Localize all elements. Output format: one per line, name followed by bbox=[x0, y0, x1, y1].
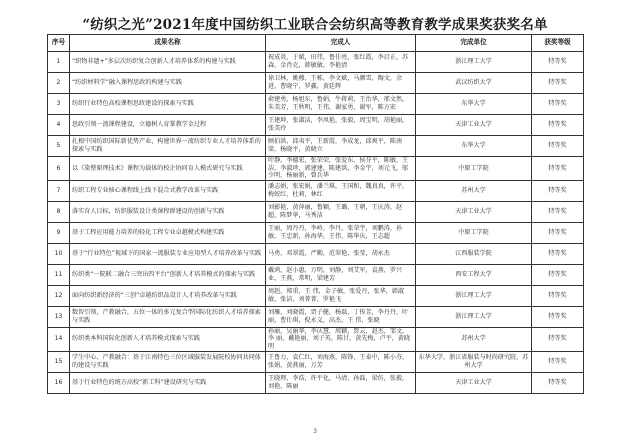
table-row bbox=[48, 94, 584, 115]
table-row bbox=[48, 136, 584, 157]
table-row bbox=[48, 157, 584, 181]
cell-no: 15 bbox=[48, 351, 70, 372]
cell-unit: 东华大学，浙江省服装与时尚研究院，苏州大学 bbox=[416, 351, 532, 372]
cell-people: 俞建勇，杨旭东，鲁娟，牛蒋莉，王治华，邢文然，朱美芳，王秋明，王伟，谢家勇，谢军，陈方宏 bbox=[266, 94, 416, 115]
cell-no: 2 bbox=[48, 73, 70, 94]
table-row bbox=[48, 73, 584, 94]
cell-no: 8 bbox=[48, 201, 70, 222]
cell-no: 5 bbox=[48, 136, 70, 157]
cell-title: 基于行业特色的统方高校“新工科”建设研究与实践 bbox=[70, 372, 266, 393]
cell-no: 13 bbox=[48, 306, 70, 327]
cell-people: 祝成炎，于斌，田伟，鲁佳亮，张红霞，李启正，苏森，金肖克，韩敏敏，李艳清 bbox=[266, 52, 416, 73]
table-row bbox=[48, 115, 584, 136]
cell-title: 纺织类“一院联二融合三突出四平台”创新人才培养模式的探索与实践 bbox=[70, 264, 266, 285]
cell-people: 刘影艳，黄萍丽，鲁颖，王璐，王朝，王庆涛，赵超，陈梦华，马秀洁 bbox=[266, 201, 416, 222]
cell-title: 扎根中国纺织国际新优势产业，构建世界一流纺织专业人才培养体系的探索与实践 bbox=[70, 136, 266, 157]
cell-title: 落实育人目标，纺织服装设计类课程群建设的创新与实践 bbox=[70, 201, 266, 222]
header-unit: 完成单位 bbox=[416, 35, 532, 52]
cell-people: 王鲁力，袁仁红，刘海燕，陈锋，王泰中，陈小芬，张娟，黄燕丽，万芳 bbox=[266, 351, 416, 372]
page-number: 3 bbox=[313, 428, 317, 435]
cell-no: 11 bbox=[48, 264, 70, 285]
cell-unit: 江西服装学院 bbox=[416, 243, 532, 264]
header-title: 成果名称 bbox=[70, 35, 266, 52]
cell-title: 基于“行业特色”视域下的国家一流服装专业应用型人才培养改革与实践 bbox=[70, 243, 266, 264]
cell-level: 特等奖 bbox=[532, 243, 584, 264]
cell-title: 基于工程应用能力培养的轻化工程专业卓越模式构建实践 bbox=[70, 222, 266, 243]
table-row bbox=[48, 327, 584, 351]
cell-people: 顾伯洪，邱夷平，王新霞，李成龙，邱爽平，陈南梁，杨晓平，黄晓立 bbox=[266, 136, 416, 157]
cell-level: 特等奖 bbox=[532, 136, 584, 157]
cell-no: 4 bbox=[48, 115, 70, 136]
cell-level: 特等奖 bbox=[532, 222, 584, 243]
cell-people: 马勇，邓翠霞，严勤，范翠艳，张莹，胡永杰 bbox=[266, 243, 416, 264]
header-level: 获奖等级 bbox=[532, 35, 584, 52]
cell-unit: 武汉纺织大学 bbox=[416, 73, 532, 94]
cell-unit: 中原工学院 bbox=[416, 157, 532, 181]
cell-level: 特等奖 bbox=[532, 180, 584, 201]
cell-level: 特等奖 bbox=[532, 372, 584, 393]
cell-level: 特等奖 bbox=[532, 115, 584, 136]
table-row bbox=[48, 201, 584, 222]
cell-title: 纺织类本科国际化创新人才培养模式探索与实践 bbox=[70, 327, 266, 351]
cell-unit: 苏州大学 bbox=[416, 327, 532, 351]
cell-people: 徐卫林，姚穆，王栋，李文斌，马颜雪，陶文，余进，曹晓宁，罗鑫，黄廷辉 bbox=[266, 73, 416, 94]
cell-unit: 西安工程大学 bbox=[416, 264, 532, 285]
cell-unit: 苏州大学 bbox=[416, 180, 532, 201]
cell-title: 面向纺织新经济的“三创”卓越纺织品设计人才培养改革与实践 bbox=[70, 285, 266, 306]
page-title: “纺织之光”2021年度中国纺织工业联合会纺织高等教育教学成果奖获奖名单 bbox=[82, 17, 548, 33]
cell-title: 以《染整原理技术》课程为载体的校企协同育人模式研究与实践 bbox=[70, 157, 266, 181]
table-body bbox=[48, 52, 584, 394]
table-header-row bbox=[48, 35, 584, 52]
cell-level: 特等奖 bbox=[532, 351, 584, 372]
cell-title: 纺织行业特色高校课程思政建设的探索与实践 bbox=[70, 94, 266, 115]
cell-people: 王建坤，张淑洁，李凤艳，张毅，周宝明，胡艳丽，张美玲 bbox=[266, 115, 416, 136]
cell-people: 叶静，李德宏，张荣荣，张爱东，侯芬平，陈敏，王 洁，李淑珍，郭建建，陈建洪，李金宇，刘元飞，邬少明，杨丽新，曾兵华 bbox=[266, 157, 416, 181]
cell-unit: 东华大学 bbox=[416, 94, 532, 115]
cell-level: 特等奖 bbox=[532, 306, 584, 327]
cell-no: 12 bbox=[48, 285, 70, 306]
cell-unit: 浙江理工大学 bbox=[416, 52, 532, 73]
cell-no: 16 bbox=[48, 372, 70, 393]
cell-no: 7 bbox=[48, 180, 70, 201]
cell-level: 特等奖 bbox=[532, 264, 584, 285]
cell-people: 王晓理，李浩，许平化，马清，孙磊，梁仿，张毅，刘艳，陈丽 bbox=[266, 372, 416, 393]
cell-title: 学生中心、产教融合：基于江南特色三位区域服装发展院校协同共同体的建设与实践 bbox=[70, 351, 266, 372]
cell-no: 9 bbox=[48, 222, 70, 243]
cell-level: 特等奖 bbox=[532, 201, 584, 222]
cell-level: 特等奖 bbox=[532, 157, 584, 181]
table-row bbox=[48, 306, 584, 327]
cell-title: “纺织材料学”融入课程思政的构建与实践 bbox=[70, 73, 266, 94]
awards-table bbox=[47, 34, 584, 394]
cell-unit: 东华大学 bbox=[416, 136, 532, 157]
cell-unit: 天津工业大学 bbox=[416, 372, 532, 393]
cell-title: 数智引领，产教融合，五位一体的多元复合型国际化纺织人才培养探索与实践 bbox=[70, 306, 266, 327]
cell-no: 10 bbox=[48, 243, 70, 264]
cell-unit: 天津工业大学 bbox=[416, 115, 532, 136]
table-row bbox=[48, 285, 584, 306]
cell-level: 特等奖 bbox=[532, 73, 584, 94]
cell-no: 1 bbox=[48, 52, 70, 73]
cell-no: 14 bbox=[48, 327, 70, 351]
cell-level: 特等奖 bbox=[532, 52, 584, 73]
header-no: 序号 bbox=[48, 35, 70, 52]
cell-people: 戴鸿，赵小惠，万明，刘静，刘艾军，袁燕，罗兴业，王燕，常明，梁建芳 bbox=[266, 264, 416, 285]
cell-unit: 中原工学院 bbox=[416, 222, 532, 243]
cell-people: 孙丽，吴丽华，李庆慧，周颖，贾云，赵杰，邹文，李 丽，戴艳丽，刘子英，陈甘，黄先梅，卢平，黄晓明 bbox=[266, 327, 416, 351]
cell-level: 特等奖 bbox=[532, 94, 584, 115]
cell-people: 刘雁，刘晓霞，贾子健，杨磊，丁传芳，李丹丹，叶丽，曹仕琪，倪永义，高杰，王 伟，张晓 bbox=[266, 306, 416, 327]
cell-level: 特等奖 bbox=[532, 285, 584, 306]
cell-people: 王丽，周丹丹，李岭，李丹，张荣宇，刘鹏涛，孙敏，王忠新，孙海华，王伟，陈华庆，王志超 bbox=[266, 222, 416, 243]
table-row bbox=[48, 351, 584, 372]
cell-title: “织物非遗+”多层次纺织复合创新人才培养体系的构建与实践 bbox=[70, 52, 266, 73]
table-row bbox=[48, 264, 584, 285]
cell-unit: 浙江理工大学 bbox=[416, 285, 532, 306]
cell-no: 6 bbox=[48, 157, 70, 181]
cell-title: 思政引领一流课程建设，立德树人育掌教学金过程 bbox=[70, 115, 266, 136]
cell-no: 3 bbox=[48, 94, 70, 115]
table-row bbox=[48, 372, 584, 393]
cell-unit: 天津工业大学 bbox=[416, 201, 532, 222]
cell-level: 特等奖 bbox=[532, 327, 584, 351]
table-row bbox=[48, 222, 584, 243]
table-row bbox=[48, 243, 584, 264]
cell-title: 纺织工程专业核心课程线上线下混合式教学改革与实践 bbox=[70, 180, 266, 201]
cell-people: 潘志娟，张宏娟，潘兰琪，王国和，魏真真，许平，梅姣红，杜莉，林红 bbox=[266, 180, 416, 201]
table-row bbox=[48, 52, 584, 73]
table-row bbox=[48, 180, 584, 201]
cell-people: 周赳，郑重，王 伟，金子敏，张爱丹，张华，韩淑敏，张洁，刘菁菁，罗艳飞 bbox=[266, 285, 416, 306]
header-people: 完成人 bbox=[266, 35, 416, 52]
cell-unit: 浙江理工大学 bbox=[416, 306, 532, 327]
